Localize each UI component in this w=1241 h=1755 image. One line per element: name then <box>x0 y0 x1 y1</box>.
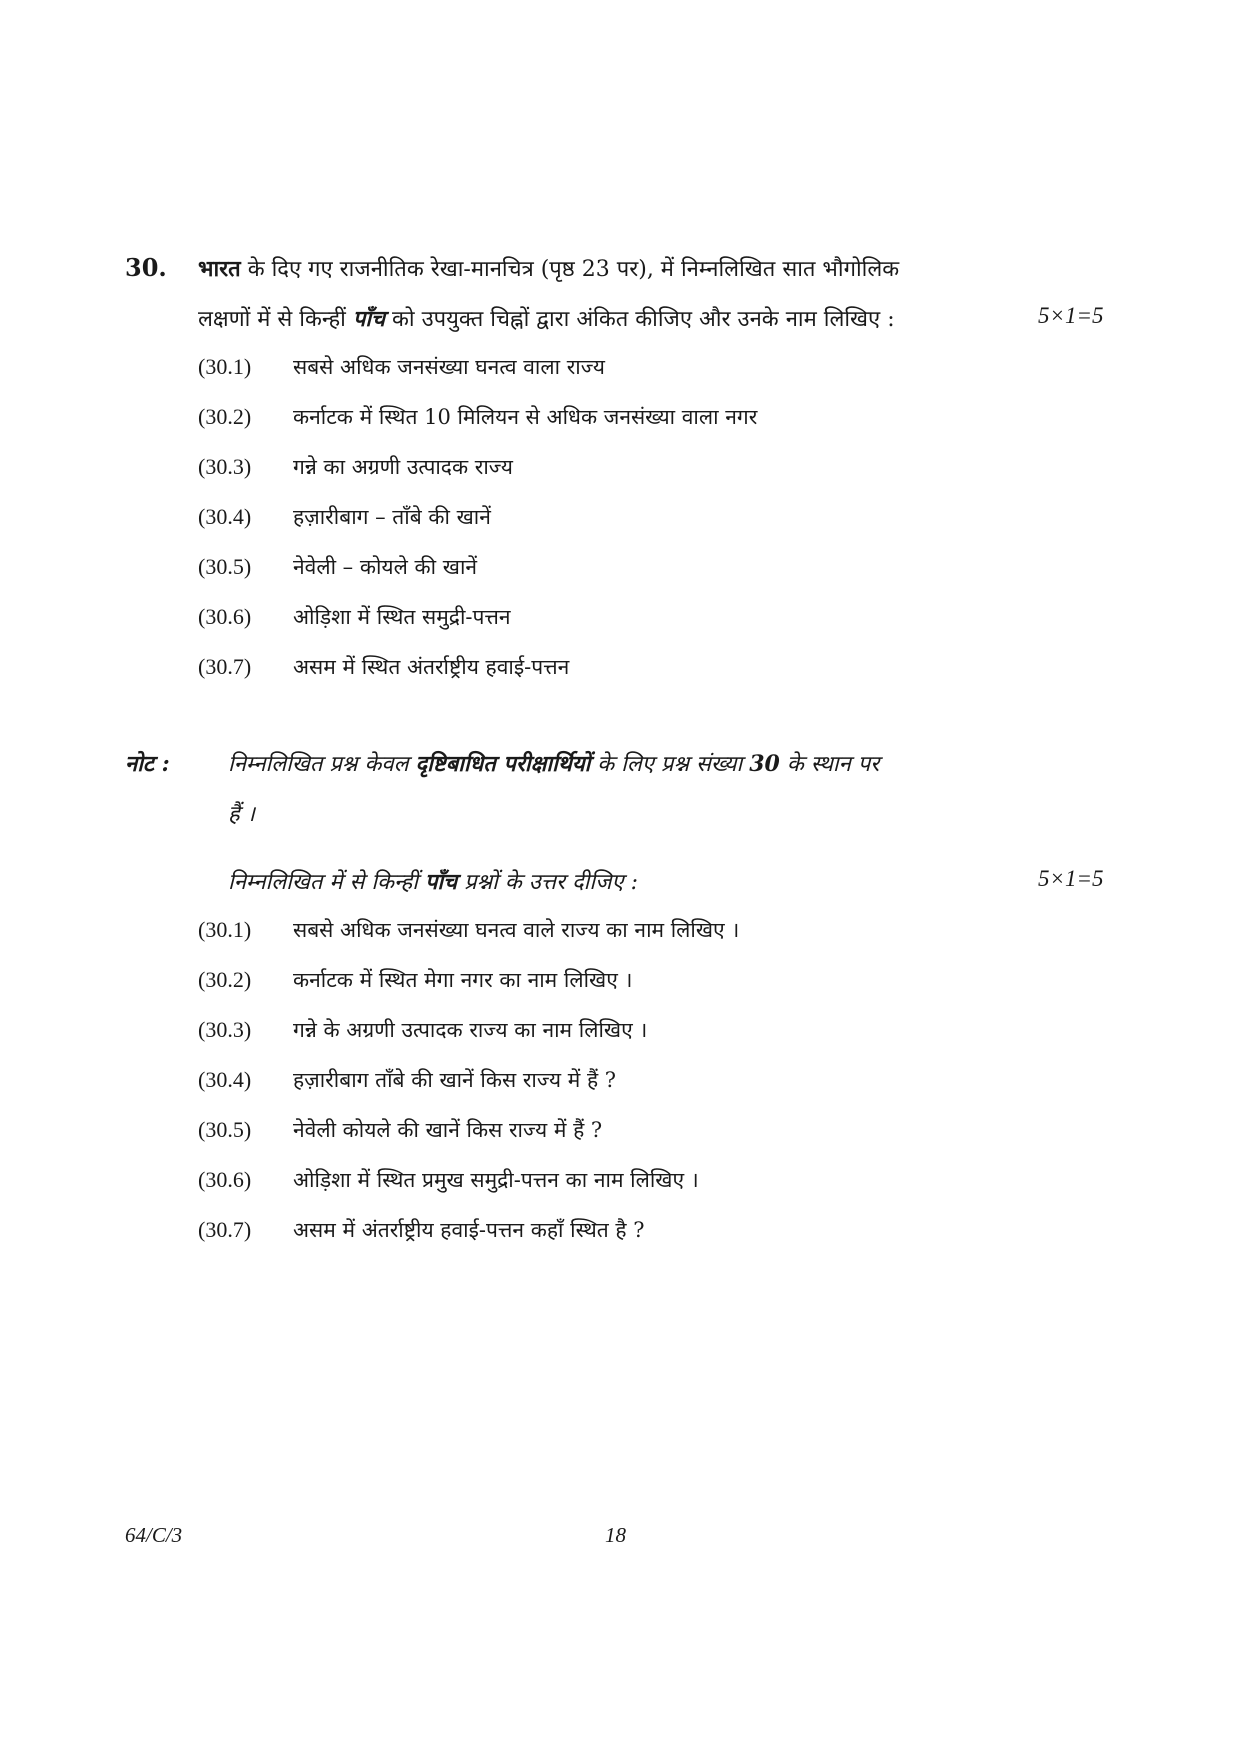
note-line-1-post: के स्थान पर <box>779 752 880 777</box>
question-text-line-2 <box>198 303 1104 333</box>
item-number: (30.1) <box>198 917 252 942</box>
item-text: ओड़िशा में स्थित प्रमुख समुद्री-पत्तन का नाम लिखिए । <box>293 1168 699 1192</box>
item-text: हज़ारीबाग – ताँबे की खानें <box>293 505 491 529</box>
question-line-1-text: के दिए गए राजनीतिक रेखा-मानचित्र (पृष्ठ 23 पर), में निम्नलिखित सात भौगोलिक <box>240 257 900 282</box>
item-number: (30.4) <box>198 504 252 529</box>
alt-question-item <box>198 916 739 944</box>
instruction-text <box>228 866 638 896</box>
paper-code: 64/C/3 <box>125 1523 183 1547</box>
instruction-marks: 5×1=5 <box>1038 866 1104 891</box>
note-bold-term: दृष्टिबाधित परीक्षार्थियों <box>415 751 591 777</box>
question-text-line-1 <box>198 253 899 283</box>
map-item <box>198 353 605 381</box>
item-text: नेवेली कोयले की खानें किस राज्य में हैं ? <box>293 1118 603 1142</box>
question-line-2-pre: लक्षणों में से किन्हीं <box>198 307 353 332</box>
map-item <box>198 503 491 531</box>
question-number: 30. <box>125 253 167 282</box>
question-line-2-post: को उपयुक्त चिह्नों द्वारा अंकित कीजिए और उनके नाम लिखिए : <box>385 307 895 332</box>
alt-question-item <box>198 1216 644 1244</box>
note-line-1-mid: के लिए प्रश्न संख्या <box>590 752 750 777</box>
alt-question-item <box>198 1066 616 1094</box>
item-text: कर्नाटक में स्थित मेगा नगर का नाम लिखिए । <box>293 968 633 992</box>
note-line-1-pre: निम्नलिखित प्रश्न केवल <box>228 752 416 777</box>
item-text: हज़ारीबाग ताँबे की खानें किस राज्य में हैं ? <box>293 1068 617 1092</box>
alt-question-item <box>198 1016 647 1044</box>
item-number: (30.5) <box>198 554 252 579</box>
item-number: (30.6) <box>198 1167 252 1192</box>
item-text: असम में स्थित अंतर्राष्ट्रीय हवाई-पत्तन <box>293 655 570 679</box>
map-item <box>198 653 569 681</box>
item-number: (30.7) <box>198 654 252 679</box>
question-bold-term: भारत <box>198 256 241 282</box>
item-text: गन्ने का अग्रणी उत्पादक राज्य <box>293 455 513 479</box>
map-item <box>198 403 757 431</box>
note-text-line-2: हैं । <box>228 802 256 827</box>
question-marks: 5×1=5 <box>1038 303 1104 328</box>
item-text: गन्ने के अग्रणी उत्पादक राज्य का नाम लिखिए । <box>293 1018 648 1042</box>
note-question-number: 30 <box>749 751 780 777</box>
item-number: (30.3) <box>198 1017 252 1042</box>
note-label: नोट : <box>125 751 170 777</box>
instruction-post: प्रश्नों के उत्तर दीजिए : <box>457 870 638 895</box>
item-number: (30.5) <box>198 1117 252 1142</box>
item-number: (30.2) <box>198 967 252 992</box>
map-item <box>198 453 513 481</box>
item-number: (30.7) <box>198 1217 252 1242</box>
instruction-bold: पाँच <box>424 869 458 895</box>
item-number: (30.3) <box>198 454 252 479</box>
item-text: सबसे अधिक जनसंख्या घनत्व वाला राज्य <box>293 355 605 379</box>
alt-question-item <box>198 1166 699 1194</box>
map-item <box>198 553 477 581</box>
item-number: (30.1) <box>198 354 252 379</box>
note-text-line-1 <box>228 748 879 778</box>
item-text: कर्नाटक में स्थित 10 मिलियन से अधिक जनसंख्या वाला नगर <box>293 405 758 429</box>
item-text: सबसे अधिक जनसंख्या घनत्व वाले राज्य का नाम लिखिए । <box>293 918 740 942</box>
question-emphasis: पाँच <box>352 306 386 332</box>
item-number: (30.4) <box>198 1067 252 1092</box>
item-text: नेवेली – कोयले की खानें <box>293 555 478 579</box>
alt-question-item <box>198 966 632 994</box>
map-item <box>198 603 511 631</box>
item-text: असम में अंतर्राष्ट्रीय हवाई-पत्तन कहाँ स्थित है ? <box>293 1218 645 1242</box>
instruction-pre: निम्नलिखित में से किन्हीं <box>228 870 425 895</box>
alt-question-item <box>198 1116 602 1144</box>
item-text: ओड़िशा में स्थित समुद्री-पत्तन <box>293 605 511 629</box>
page-number: 18 <box>605 1523 626 1547</box>
item-number: (30.2) <box>198 404 252 429</box>
item-number: (30.6) <box>198 604 252 629</box>
